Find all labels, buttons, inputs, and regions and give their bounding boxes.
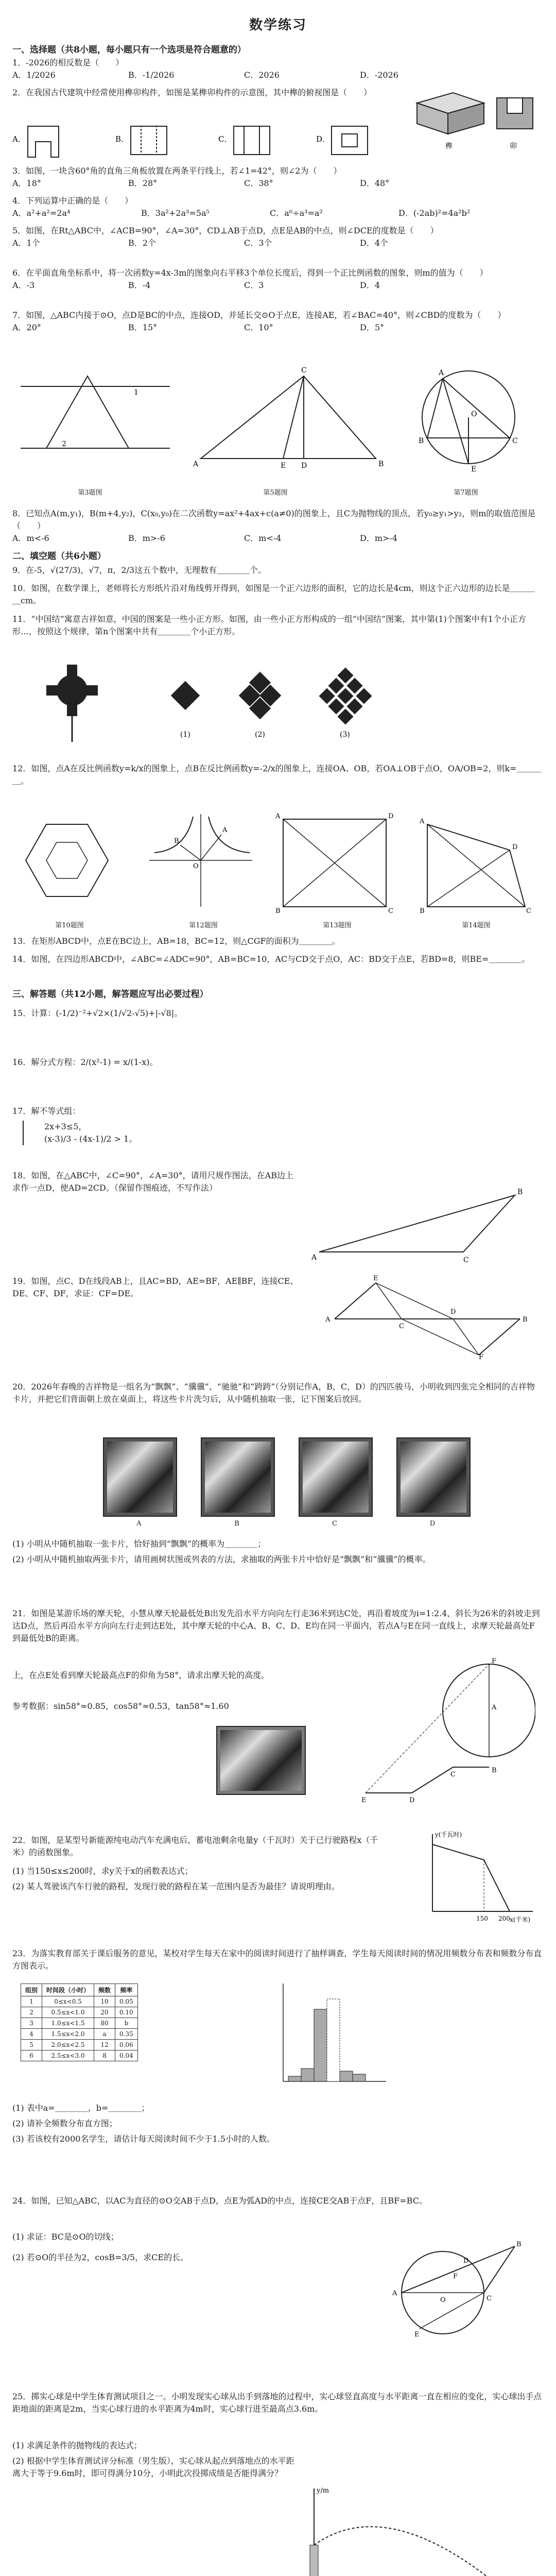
tenon-mortise-figure <box>407 77 541 155</box>
table-cell: 2 <box>21 2007 42 2018</box>
question-4-stem: 4．下列运算中正确的是（ ） <box>12 196 133 206</box>
option-b: B．3a²+2a³=5a⁵ <box>141 208 210 218</box>
question-7-stem: 7．如图，△ABC内接于⊙O，点D是BC的中点，连接OD，并延长交⊙O于点E，连接AE，若∠BAC=40°，则∠CBD的度数为（ ） <box>12 310 506 320</box>
caption-q13: 第13题图 <box>323 922 352 929</box>
figure-q12 <box>149 814 252 907</box>
figure-q11 <box>31 659 494 752</box>
svg-text:C: C <box>463 1256 469 1264</box>
option-a: A．-3 <box>12 280 35 290</box>
question-22: 22．如图，是某型号新能源纯电动汽车充满电后，蓄电池剩余电量y（千瓦时）关于已行驶路程x（千米）的函数图象。 <box>12 1835 378 1857</box>
svg-text:C: C <box>486 2295 492 2302</box>
table-cell: 0.06 <box>115 2040 138 2050</box>
figure-q14 <box>419 818 531 915</box>
question-9: 9．在-5，√(27/3)，√7，π，2/3这五个数中，无理数有＿＿＿＿个。 <box>12 565 267 575</box>
svg-text:200: 200 <box>498 1915 510 1922</box>
option-d: D．4个 <box>360 238 389 248</box>
mascot-label-d: D <box>429 1520 436 1528</box>
question-20-part-2: (2) 小明从中随机抽取两张卡片，请用画树状图或列表的方法，求抽取的两张卡片中恰好是“飘飘”和“骥骥”的概率。 <box>12 1554 431 1564</box>
question-25: 25．掷实心球是中学生体育测试项目之一。小明发现实心球从出手到落地的过程中，实心球竖直高度与水平距离一直在相应的变化，实心球出手点距地面的距离是2m，当实心球行进的水平距离为4m时，实心球行进至最高点3.6m。 <box>12 2392 542 2414</box>
figure-q5 <box>193 366 384 470</box>
question-24-part-1: (1) 求证：BC是⊙O的切线； <box>12 2232 119 2242</box>
option-a: A．20° <box>12 323 41 332</box>
option-c: C．a⁶÷a³=a² <box>270 208 323 218</box>
question-21-part-1: 上，在点E处看到摩天轮最高点F的仰角为58°，请求出摩天轮的高度。 <box>12 1670 270 1680</box>
option-a: A．18° <box>12 178 41 188</box>
question-25-part-1: (1) 求满足条件的抛物线的表达式； <box>12 2441 142 2450</box>
question-5 <box>12 225 543 249</box>
mascot-card-a <box>103 1437 177 1517</box>
figure-q3 <box>21 376 170 448</box>
svg-text:C: C <box>512 437 518 445</box>
question-14: 14．如图，在四边形ABCD中，∠ABC=∠ADC=90°，AB=BC=10，AC与CD交于点O，AC：BD交于点E，若BD=8，则BE=＿＿＿＿。 <box>12 954 530 964</box>
option-d: D．5° <box>360 323 385 332</box>
table-cell: a <box>94 2029 115 2040</box>
svg-text:E: E <box>373 1275 378 1282</box>
figures-row-10-12-13-14 <box>15 804 541 917</box>
svg-text:x(千米): x(千米) <box>510 1916 531 1923</box>
question-16: 16．解分式方程：2/(x²-1) = x/(1-x)。 <box>12 1057 158 1067</box>
svg-text:F: F <box>492 1657 497 1665</box>
table-cell: 4 <box>21 2029 42 2040</box>
question-3-stem: 3．如图，一块含60°角的直角三角板放置在两条平行线上，若∠1=42°，则∠2为（ ） <box>12 166 342 176</box>
question-11: 11．“中国结”寓意吉祥如意，中国的图案是一些小正方形。如图，由一些小正方形构成的一组“中国结”图案，其中第(1)个图案中有1个小正方形…，按照这个规律，第n个图案中共有＿＿＿＿个小正方形。 <box>12 614 526 636</box>
caption-q7: 第7题图 <box>454 489 478 497</box>
question-20-part-1: (1) 小明从中随机抽取一张卡片，恰好抽到“飘飘”的概率为＿＿＿＿； <box>12 1539 266 1549</box>
question-3 <box>12 165 543 190</box>
figure-q25 <box>299 2483 525 2576</box>
table-cell: 10 <box>94 1996 115 2007</box>
mascot-card-d <box>396 1437 471 1517</box>
question-5-stem: 5．如图，在Rt△ABC中，∠ACB=90°，∠A=30°，CD⊥AB于点D，点E是AB的中点，则∠DCE的度数是（ ） <box>12 226 439 235</box>
option-d: D．(-2ab)²=4a²b² <box>398 208 471 218</box>
svg-text:C．: C． <box>218 134 232 144</box>
svg-text:A: A <box>311 1253 317 1262</box>
svg-text:D: D <box>463 2257 469 2265</box>
inequality-1: 2x+3≤5， <box>44 1122 87 1131</box>
caption-q10: 第10题图 <box>55 922 84 929</box>
svg-text:D: D <box>512 843 518 851</box>
svg-text:C: C <box>301 366 307 375</box>
svg-text:(2): (2) <box>255 731 265 739</box>
table-cell: 0.10 <box>115 2007 138 2018</box>
page-title: 数学练习 <box>249 18 307 33</box>
table-row <box>21 2050 138 2061</box>
svg-text:1: 1 <box>134 388 138 397</box>
figure-q7 <box>419 369 518 473</box>
figure-q19 <box>319 1273 535 1360</box>
svg-text:C: C <box>450 1771 456 1778</box>
question-23-part-2: (2) 请补全频数分布直方图； <box>12 2119 117 2128</box>
section-heading-choice: 一、选择题（共8小题，每小题只有一个选项是符合题意的） <box>12 45 246 55</box>
svg-text:B: B <box>516 2241 522 2248</box>
mascot-label-c: C <box>332 1520 337 1528</box>
svg-text:A: A <box>439 369 444 377</box>
question-18: 18．如图，在△ABC中，∠C=90°，∠A=30°，请用尺规作图法，在AB边上求作一点D，使AD=2CD。（保留作图痕迹，不写作法） <box>12 1171 293 1193</box>
figures-row-3-5-7 <box>15 355 541 484</box>
svg-text:B: B <box>275 907 281 915</box>
svg-text:C: C <box>399 1323 404 1330</box>
option-c: C．m<-4 <box>244 533 282 543</box>
table-cell: 1.0≤x<1.5 <box>42 2018 94 2029</box>
table-cell: 20 <box>94 2007 115 2018</box>
option-b: B．-4 <box>128 280 151 290</box>
ferris-wheel-photo <box>216 1726 306 1795</box>
question-21-data: 参考数据：sin58°≈0.85，cos58°≈0.53，tan58°≈1.60 <box>12 1701 229 1711</box>
option-d: D．48° <box>360 178 390 188</box>
svg-text:A: A <box>222 826 228 834</box>
option-c: C．38° <box>244 178 273 188</box>
table-cell: 12 <box>94 2040 115 2050</box>
svg-text:B: B <box>523 1316 528 1324</box>
option-d: D．-2026 <box>360 70 398 80</box>
table-cell: 0.35 <box>115 2029 138 2040</box>
table-cell: 0≤x<0.5 <box>42 1996 94 2007</box>
option-c: C．3个 <box>244 238 272 248</box>
table-cell: 0.04 <box>115 2050 138 2061</box>
question-19: 19．如图，点C、D在线段AB上，且AC=BD，AE=BF，AE∥BF，连接CE、DE、CF、DF，求证：CF=DE。 <box>12 1276 299 1298</box>
svg-text:2: 2 <box>62 440 66 448</box>
svg-text:A: A <box>392 2290 397 2297</box>
figure-q24 <box>371 2231 525 2354</box>
table-header-cell: 频数 <box>94 1984 115 1996</box>
table-cell: 6 <box>21 2050 42 2061</box>
svg-text:C: C <box>526 907 531 915</box>
caption-q12: 第12题图 <box>189 922 218 929</box>
option-b: B．-1/2026 <box>128 70 175 80</box>
caption-q14: 第14题图 <box>462 922 491 929</box>
svg-text:B．: B． <box>115 134 129 144</box>
question-20: 20．2026年春晚的吉祥物是一组名为“飘飘”、“骥骥”、“驰驰”和“跨跨”（分别记作A，B，C，D）的四匹骏马，小明收到四张完全相同的吉祥物卡片，并把它们背面朝上放在桌面上，将这些卡片洗匀后，从中随机抽取一张，记下图案后放回。 <box>12 1382 535 1404</box>
figure-q22 <box>412 1829 541 1927</box>
inequality-2: (x-3)/3 - (4x-1)/2 > 1。 <box>44 1134 137 1144</box>
option-d: D．4 <box>360 280 380 290</box>
table-cell: 1.5≤x<2.0 <box>42 2029 94 2040</box>
option-b: B．15° <box>128 323 158 332</box>
table-cell: 8 <box>94 2050 115 2061</box>
svg-text:A: A <box>492 1704 497 1711</box>
question-10: 10．如图，在数学课上，老师将长方形纸片沿对角线剪开得到，如图是一个正六边形的面积，它的边长是4cm，则这个正六边形的边长是＿＿＿＿cm。 <box>12 583 535 605</box>
caption-q5: 第5题图 <box>263 489 288 497</box>
section-heading-solve: 三、解答题（共12小题，解答题应写出必要过程） <box>12 989 208 999</box>
svg-text:A: A <box>193 460 199 468</box>
option-a: A．a²+a²=2a⁴ <box>12 208 71 218</box>
option-a-shape <box>12 126 59 157</box>
figure-q21 <box>360 1654 535 1803</box>
frequency-histogram <box>268 1978 391 2092</box>
svg-text:E: E <box>414 2331 420 2338</box>
question-8-stem: 8．已知点A(m,y₁)，B(m+4,y₂)，C(x₀,y₀)在二次函数y=ax²+4ax+c(a≠0)的图象上，且C为抛物线的顶点，若y₀≥y₁>y₂，则m的取值范围是（ ） <box>12 509 536 531</box>
question-25-part-2: (2) 根据中学生体育测试评分标准（男生版），实心球从起点到落地点的水平距离大于等于9.6m时，即可得满分10分，小明此次投掷成绩是否能得满分？ <box>12 2456 294 2478</box>
knot-pattern-1 <box>171 681 200 739</box>
svg-text:B: B <box>420 907 425 915</box>
table-cell: 80 <box>94 2018 115 2029</box>
option-a: A．1个 <box>12 238 40 248</box>
option-c: C．2026 <box>244 70 280 80</box>
svg-text:D: D <box>388 812 394 820</box>
question-21: 21．如图是某游乐场的摩天轮，小慧从摩天轮最低处B出发先沿水平方向向左行走36米到达C处，再沿着坡度为i=1:2.4，斜长为26米的斜坡走到达D点，然后再沿水平方向向左行走到达E处，其中摩天轮的中心A、B、C、D、E均在同一平面内，若点A与E在同一直线上，求摩天轮最高处F到最低处B的距离。 <box>12 1608 540 1643</box>
svg-text:D: D <box>450 1308 456 1316</box>
svg-text:C: C <box>388 907 393 915</box>
frequency-table <box>21 1984 138 2061</box>
question-22-part-2: (2) 某人驾驶该汽车行驶的路程，发现行驶的路程在某一范围内是否为最佳？请说明理由。 <box>12 1882 340 1891</box>
table-cell: 1 <box>21 1996 42 2007</box>
table-row <box>21 1996 138 2007</box>
knot-pattern-3 <box>319 667 372 739</box>
tenon-label: 榫 <box>445 142 453 150</box>
svg-text:(1): (1) <box>180 731 190 739</box>
figure-q13 <box>275 812 393 915</box>
mascot-label-a: A <box>136 1520 142 1528</box>
svg-text:E: E <box>281 462 286 470</box>
question-17-stem: 17．解不等式组： <box>12 1106 81 1116</box>
svg-text:B: B <box>517 1188 523 1196</box>
svg-text:B: B <box>378 460 384 468</box>
option-c-shape <box>218 126 270 155</box>
svg-text:y(千瓦时): y(千瓦时) <box>435 1831 462 1838</box>
svg-text:O: O <box>440 2296 446 2304</box>
svg-text:(3): (3) <box>340 731 350 739</box>
table-header-cell: 频率 <box>115 1984 138 1996</box>
question-23-part-3: (3) 若该校有2000名学生，请估计每天阅读时间不少于1.5小时的人数。 <box>12 2134 275 2144</box>
question-24: 24．如图，已知△ABC，以AC为直径的⊙O交AB于点D，点E为弧AD的中点，连接CE交AB于点F，且BF=BC。 <box>12 2196 427 2206</box>
table-row <box>21 2018 138 2029</box>
table-cell: 2.5≤x<3.0 <box>42 2050 94 2061</box>
question-17 <box>12 1105 543 1145</box>
svg-text:E: E <box>361 1797 367 1803</box>
option-b: B．2个 <box>128 238 156 248</box>
svg-text:A: A <box>325 1316 331 1324</box>
knot-pattern-2 <box>239 672 281 739</box>
mascot-card-c <box>299 1437 373 1517</box>
svg-text:F: F <box>453 2273 458 2280</box>
svg-text:D: D <box>301 462 307 470</box>
option-b-shape <box>115 126 167 155</box>
table-cell: 5 <box>21 2040 42 2050</box>
question-6-stem: 6．在平面直角坐标系中，将一次函数y=4x-3m的图象向右平移3个单位长度后，得到一个正比例函数的图象，则m的值为（ ） <box>12 268 488 278</box>
svg-text:O: O <box>471 410 477 418</box>
option-a: A．1/2026 <box>12 70 56 80</box>
svg-text:B: B <box>174 837 179 845</box>
question-8 <box>12 507 543 545</box>
svg-text:B: B <box>419 437 424 445</box>
table-header-cell: 时间段（小时） <box>42 1984 94 1996</box>
figure-q18 <box>309 1175 530 1267</box>
question-13: 13．在矩形ABCD中，点E在BC边上，AB=18，BC=12，则△CGF的面积为＿＿＿＿。 <box>12 936 340 946</box>
option-c: C．10° <box>244 323 273 332</box>
svg-text:A．: A． <box>12 134 26 144</box>
svg-text:E: E <box>471 465 477 473</box>
option-b: B．m>-6 <box>128 533 165 543</box>
caption-q3: 第3题图 <box>78 489 102 497</box>
question-24-part-2: (2) 若⊙O的半径为2，cosB=3/5，求CE的长。 <box>12 2252 189 2262</box>
svg-text:D．: D． <box>316 134 331 144</box>
option-a: A．m<-6 <box>12 533 49 543</box>
table-cell: b <box>115 2018 138 2029</box>
table-header-cell: 组别 <box>21 1984 42 1996</box>
figure-q10 <box>26 824 108 896</box>
table-cell: 3 <box>21 2018 42 2029</box>
question-1-stem: 1．-2026的相反数是（ ） <box>12 58 124 67</box>
mortise-label: 卯 <box>510 142 517 150</box>
svg-text:F: F <box>479 1353 484 1360</box>
question-22-part-1: (1) 当150≤x≤200时，求y关于x的函数表达式； <box>12 1866 193 1876</box>
section-heading-fill: 二、填空题（共6小题） <box>12 551 106 562</box>
question-23: 23．为落实教育部关于课后服务的意见，某校对学生每天在家中的阅读时间进行了抽样调查，学生每天阅读时间的情况用频数分布表和频数分布直方图表示。 <box>12 1948 542 1971</box>
table-cell: 0.05 <box>115 1996 138 2007</box>
svg-text:O: O <box>193 862 199 870</box>
option-d-shape <box>316 126 368 155</box>
question-2-options-figure <box>12 116 404 162</box>
svg-text:D: D <box>409 1797 415 1803</box>
option-b: B．28° <box>128 178 158 188</box>
table-cell: 0.5≤x<1.0 <box>42 2007 94 2018</box>
svg-text:A: A <box>420 818 425 825</box>
mascot-card-b <box>201 1437 275 1517</box>
question-7 <box>12 309 543 334</box>
option-c: C．3 <box>244 280 264 290</box>
question-23-part-1: (1) 表中a=＿＿＿＿，b=＿＿＿＿； <box>12 2103 150 2113</box>
table-row <box>21 2029 138 2040</box>
option-d: D．m>-4 <box>360 533 397 543</box>
mascot-label-b: B <box>234 1520 239 1528</box>
svg-text:y/m: y/m <box>317 2487 329 2495</box>
svg-text:A: A <box>275 812 281 820</box>
table-row <box>21 2040 138 2050</box>
question-2-stem: 2．在我国古代建筑中经常使用榫卯构件，如图是某榫卯构件的示意图，其中榫的俯视图是（ ） <box>12 88 372 97</box>
question-12: 12．如图，点A在反比例函数y=k/x的图象上，点B在反比例函数y=-2/x的图象上，连接OA、OB，若OA⊥OB于点O，OA/OB=2，则k=＿＿＿＿。 <box>12 764 542 786</box>
svg-text:150: 150 <box>476 1915 488 1922</box>
chinese-knot-illustration <box>46 665 98 742</box>
table-cell: 2.0≤x<2.5 <box>42 2040 94 2050</box>
table-row <box>21 2007 138 2018</box>
question-6 <box>12 267 543 292</box>
svg-text:B: B <box>492 1767 497 1774</box>
question-4 <box>12 195 543 219</box>
question-15: 15．计算：(-1/2)⁻²+√2×(1/√2-√5)+|-√8|。 <box>12 1008 183 1018</box>
